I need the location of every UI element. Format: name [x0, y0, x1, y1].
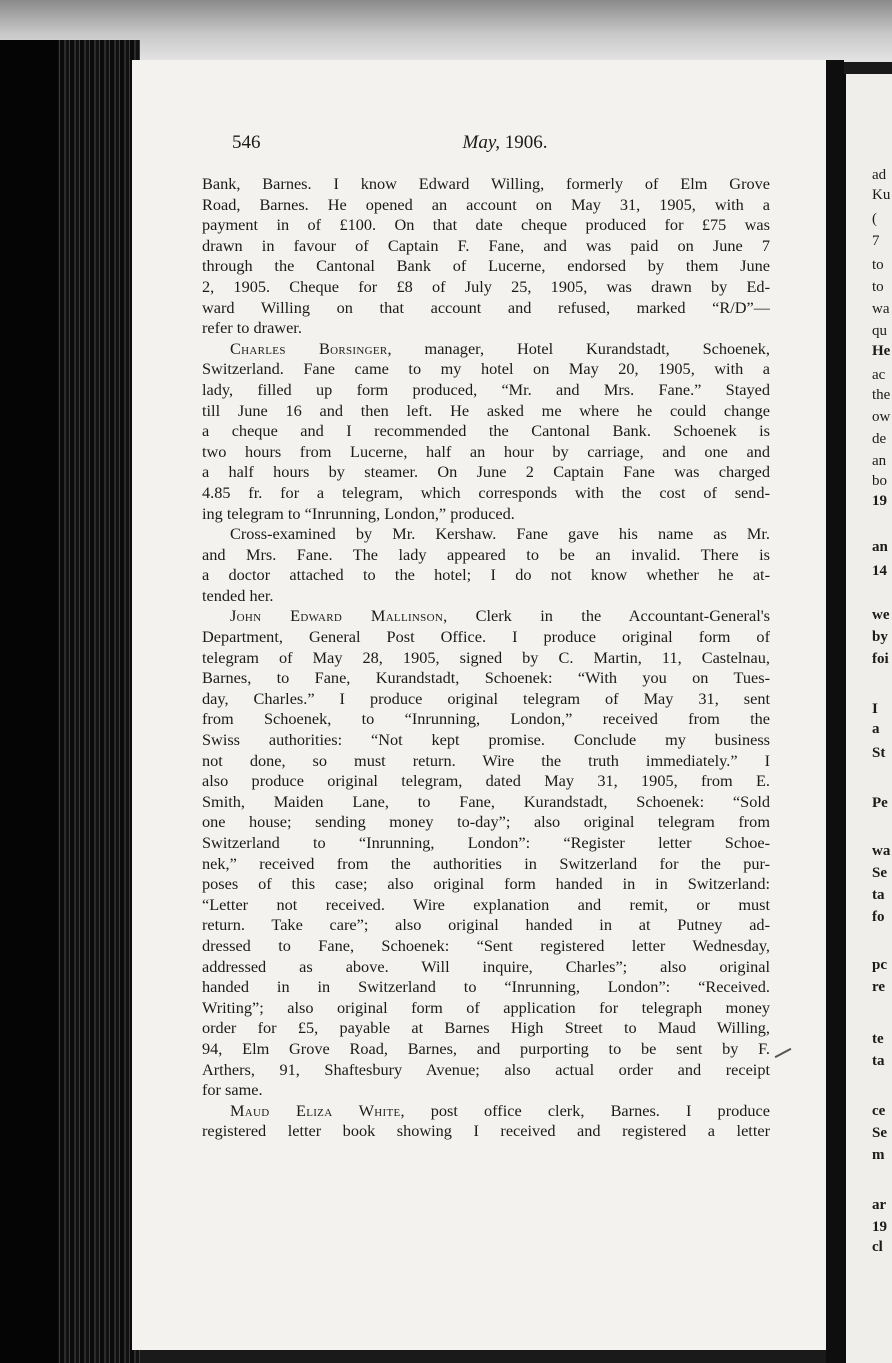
text-line [202, 689, 770, 710]
witness-name: Maud Eliza White [230, 1100, 401, 1120]
line-text: drawn in favour of Captain F. Fane, and was paid on June 7 [202, 235, 770, 255]
line-text: refer to drawer. [202, 318, 302, 338]
text-line [202, 606, 770, 627]
line-text: payment in of £100. On that date cheque produced for £75 was [202, 215, 770, 235]
text-line [202, 792, 770, 813]
text-line [202, 1039, 770, 1060]
right-page-fragment: cl [872, 1239, 883, 1255]
line-text: handed in in Switzerland to “Inrunning, London”: “Received. [202, 977, 770, 997]
right-page-fragment: to [872, 279, 884, 295]
line-text: , Clerk in the Accountant-General's [443, 606, 770, 626]
right-page-fragment: wa [872, 301, 890, 317]
text-line [202, 195, 770, 216]
line-text: Barnes, to Fane, Kurandstadt, Schoenek: “With you on Tues- [202, 668, 770, 688]
line-text: return. Take care”; also original handed in at Putney ad- [202, 915, 770, 935]
line-text: 94, Elm Grove Road, Barnes, and purporting to be sent by F. [202, 1038, 770, 1058]
line-text: Department, General Post Office. I produce original form of [202, 627, 770, 647]
line-text: order for £5, payable at Barnes High Street to Maud Willing, [202, 1018, 770, 1038]
text-line [202, 359, 770, 380]
header-month: May, [462, 132, 500, 153]
right-page-fragment: an [872, 453, 887, 469]
line-text: Arthers, 91, Shaftesbury Avenue; also actual order and receipt [202, 1059, 770, 1079]
text-line [202, 318, 770, 339]
text-line [202, 236, 770, 257]
text-line [202, 524, 770, 545]
line-text: nek,” received from the authorities in Switzerland for the pur- [202, 853, 770, 873]
running-title [232, 132, 778, 154]
line-text: one house; sending money to-day”; also original telegram from [202, 812, 770, 832]
text-line [202, 380, 770, 401]
line-text: and Mrs. Fane. The lady appeared to be an invalid. There is [202, 544, 770, 564]
right-page-fragment: Se [872, 1125, 887, 1141]
line-text: poses of this case; also original form handed in in Switzerland: [202, 874, 770, 894]
right-page-fragment: I [872, 701, 878, 717]
line-text: “Letter not received. Wire explanation and remit, or must [202, 894, 770, 914]
text-line [202, 504, 770, 525]
line-text: a half hours by steamer. On June 2 Captain Fane was charged [202, 462, 770, 482]
right-page-fragment: 19 [872, 1219, 887, 1235]
text-line [202, 771, 770, 792]
line-text: Writing”; also original form of application for telegraph money [202, 997, 770, 1017]
text-line [202, 586, 770, 607]
text-line [202, 895, 770, 916]
line-text: ing telegram to “Inrunning, London,” produced. [202, 503, 515, 523]
text-line [202, 277, 770, 298]
right-page-fragment: we [872, 607, 890, 623]
text-line [202, 668, 770, 689]
line-text: also produce original telegram, dated May 31, 1905, from E. [202, 771, 770, 791]
line-text: Swiss authorities: “Not kept promise. Conclude my business [202, 730, 770, 750]
right-page-fragment: ce [872, 1103, 886, 1119]
right-page-fragment: fo [872, 909, 885, 925]
right-page-fragment: 14 [872, 563, 887, 579]
right-page-fragment: He [872, 343, 891, 359]
right-page-fragment: 7 [872, 233, 880, 249]
body-text [202, 174, 770, 1142]
right-page-fragment: m [872, 1147, 885, 1163]
text-line [202, 627, 770, 648]
text-line [202, 462, 770, 483]
text-line [202, 215, 770, 236]
right-page-fragment: pc [872, 957, 887, 973]
text-line [202, 977, 770, 998]
text-line [202, 1121, 770, 1142]
page-number: 546 [232, 132, 261, 153]
line-text: Switzerland to “Inrunning, London”: “Register letter Schoe- [202, 833, 770, 852]
text-line [202, 812, 770, 833]
line-text: ward Willing on that account and refused, marked “R/D”— [202, 297, 770, 317]
line-text: day, Charles.” I produce original telegram of May 31, sent [202, 688, 770, 708]
running-header [232, 132, 778, 156]
line-text: Cross-examined by Mr. Kershaw. Fane gave his name as Mr. [230, 524, 770, 544]
right-page-fragment: a [872, 721, 880, 737]
text-line [202, 298, 770, 319]
text-line [202, 730, 770, 751]
line-text: lady, filled up form produced, “Mr. and Mrs. Fane.” Stayed [202, 379, 770, 399]
text-line [202, 915, 770, 936]
text-line [202, 998, 770, 1019]
right-page-edge [842, 74, 892, 1363]
line-text: 2, 1905. Cheque for £8 of July 25, 1905, was drawn by Ed- [202, 276, 770, 296]
line-text: from Schoenek, to “Inrunning, London,” received from the [202, 709, 770, 729]
text-line [202, 339, 770, 360]
line-text: addressed as above. Will inquire, Charles”; also original [202, 956, 770, 976]
right-page-fragment: foi [872, 651, 889, 667]
right-page-fragment: Ku [872, 187, 891, 203]
right-page-fragment: St [872, 745, 886, 761]
right-page-fragment: re [872, 979, 886, 995]
header-year: 1906. [504, 132, 548, 153]
text-line [202, 565, 770, 586]
text-line [202, 1060, 770, 1081]
text-line [202, 174, 770, 195]
text-line [202, 936, 770, 957]
right-page-fragment: the [872, 387, 891, 403]
right-page-fragment: ac [872, 367, 886, 383]
text-line [202, 957, 770, 978]
line-text: two hours from Lucerne, half an hour by carriage, and one and [202, 441, 770, 461]
right-page-fragment: to [872, 257, 884, 273]
line-text: till June 16 and then left. He asked me where he could change [202, 400, 770, 420]
text-line [202, 442, 770, 463]
text-line [202, 648, 770, 669]
right-page-fragment: Se [872, 865, 887, 881]
text-line [202, 751, 770, 772]
line-text: through the Cantonal Bank of Lucerne, endorsed by them June [202, 256, 770, 276]
witness-name: Charles Borsinger [230, 338, 388, 358]
text-line [202, 709, 770, 730]
text-line [202, 1018, 770, 1039]
line-text: Bank, Barnes. I know Edward Willing, formerly of Elm Grove [202, 174, 770, 193]
text-line [202, 256, 770, 277]
text-line [202, 483, 770, 504]
line-text: Road, Barnes. He opened an account on May 31, 1905, with a [202, 194, 770, 214]
text-line [202, 874, 770, 895]
right-page-fragment: ad [872, 167, 887, 183]
text-line [202, 854, 770, 875]
right-page-fragment: ta [872, 887, 885, 903]
line-text: tended her. [202, 585, 274, 605]
line-text: Smith, Maiden Lane, to Fane, Kurandstadt, Schoenek: “Sold [202, 791, 770, 811]
line-text: , post office clerk, Barnes. I produce [400, 1100, 770, 1120]
line-text: not done, so must return. Wire the truth immediately.” I [202, 750, 770, 770]
right-page-fragment: ta [872, 1053, 885, 1069]
right-page-fragment: te [872, 1031, 884, 1047]
line-text: registered letter book showing I received and registered a letter [202, 1121, 770, 1141]
right-page-fragment: by [872, 629, 888, 645]
line-text: dressed to Fane, Schoenek: “Sent registered letter Wednesday, [202, 935, 770, 955]
right-page-fragment: Pe [872, 795, 888, 811]
text-line [202, 401, 770, 422]
line-text: a cheque and I recommended the Cantonal Bank. Schoenek is [202, 421, 770, 441]
line-text: a doctor attached to the hotel; I do not know whether he at- [202, 565, 770, 585]
right-page-fragment: bo [872, 473, 887, 489]
line-text: for same. [202, 1080, 263, 1100]
right-page-fragment: ( [872, 211, 877, 227]
line-text: Switzerland. Fane came to my hotel on May 20, 1905, with a [202, 359, 770, 379]
line-text: 4.85 fr. for a telegram, which corresponds with the cost of send- [202, 482, 770, 502]
right-page-fragment: ow [872, 409, 891, 425]
right-page-fragment: qu [872, 323, 887, 339]
text-line [202, 833, 770, 854]
text-line [202, 1080, 770, 1101]
right-page-fragment: an [872, 539, 888, 555]
text-line [202, 545, 770, 566]
right-page-fragment: wa [872, 843, 891, 859]
line-text: , manager, Hotel Kurandstadt, Schoenek, [387, 338, 770, 358]
text-line [202, 1101, 770, 1122]
line-text: telegram of May 28, 1905, signed by C. Martin, 11, Castelnau, [202, 647, 770, 667]
right-page-fragment: ar [872, 1197, 887, 1213]
witness-name: John Edward Mallinson [230, 606, 444, 626]
book-spine-shadow [0, 40, 58, 1363]
right-page-fragment: 19 [872, 493, 887, 509]
text-line [202, 421, 770, 442]
right-page-fragment: de [872, 431, 887, 447]
